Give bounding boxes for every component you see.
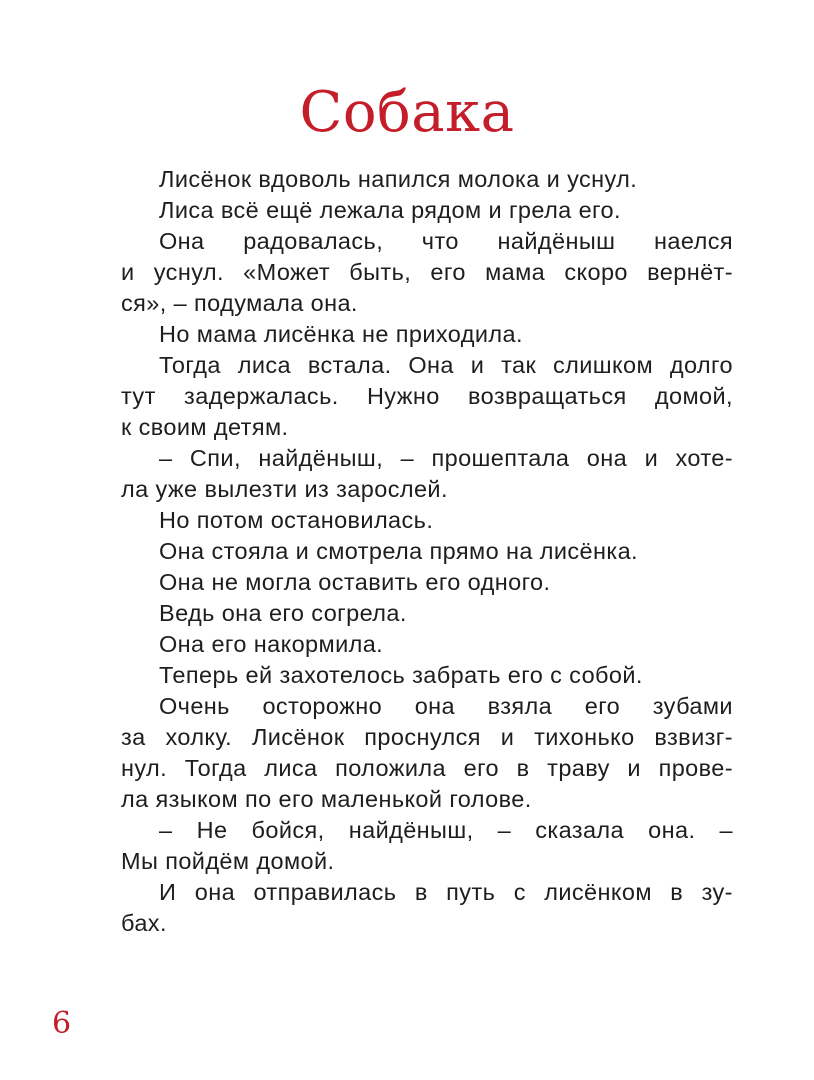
word: встала. <box>307 352 392 378</box>
text-line <box>121 877 733 908</box>
text-line: ся», – подумала она. <box>121 290 358 316</box>
text-line: Она его накормила. <box>159 631 384 657</box>
text-line: Она не могла оставить его одного. <box>159 569 551 595</box>
word: уснул. <box>153 259 224 285</box>
word: его <box>463 755 500 781</box>
word: Очень <box>159 693 230 719</box>
word: за <box>121 724 146 750</box>
word: Она <box>159 228 205 254</box>
word: Спи, <box>189 445 241 471</box>
word: и <box>470 352 485 378</box>
text-line: ла уже вылезти из зарослей. <box>121 476 448 502</box>
text-line: Но потом остановилась. <box>159 507 434 533</box>
word: прове- <box>658 755 733 781</box>
text-line: Лиса всё ещё лежала рядом и грела его. <box>159 197 621 223</box>
word: лиса <box>237 352 291 378</box>
word: – <box>719 817 733 843</box>
page-title: Собака <box>299 80 515 145</box>
page-number: 6 <box>52 1006 72 1041</box>
text-line: Лисёнок вдоволь напился молока и уснул. <box>159 166 638 192</box>
word: задержалась. <box>184 383 339 409</box>
word: мама <box>485 259 546 285</box>
text-line <box>121 722 733 753</box>
text-line <box>121 753 733 784</box>
word: найдёныш <box>497 228 616 254</box>
text-line: Мы пойдём домой. <box>121 848 335 874</box>
word: траву <box>547 755 610 781</box>
word: взяла <box>487 693 553 719</box>
word: Она <box>408 352 454 378</box>
word: Тогда <box>159 352 221 378</box>
word: – <box>159 817 173 843</box>
word: прошептала <box>431 445 570 471</box>
word: в <box>516 755 530 781</box>
word: тут <box>121 383 156 409</box>
word: зу- <box>701 879 733 905</box>
word: в <box>414 879 428 905</box>
word: бойся, <box>251 817 325 843</box>
text-line: Ведь она его согрела. <box>159 600 407 626</box>
word: холку. <box>165 724 233 750</box>
word: его <box>430 259 466 285</box>
word: отправилась <box>253 879 397 905</box>
word: найдёныш, <box>348 817 474 843</box>
word: найдёныш, <box>258 445 384 471</box>
word: возвращаться <box>468 383 627 409</box>
word: Лисёнок <box>251 724 345 750</box>
word: – <box>497 817 512 843</box>
text-line: к своим детям. <box>121 414 289 440</box>
word: она <box>414 693 456 719</box>
word: она. <box>648 817 696 843</box>
text-line: Но мама лисёнка не приходила. <box>159 321 523 347</box>
text-line <box>121 691 733 722</box>
word: осторожно <box>262 693 383 719</box>
word: положила <box>335 755 446 781</box>
word: с <box>513 879 526 905</box>
word: радовалась, <box>243 228 384 254</box>
word: И <box>159 879 177 905</box>
word: Нужно <box>366 383 440 409</box>
word: Не <box>196 817 228 843</box>
word: она <box>194 879 236 905</box>
text-line <box>121 381 733 412</box>
word: наелся <box>654 228 733 254</box>
word: хоте- <box>675 445 733 471</box>
word: тихонько <box>534 724 635 750</box>
word: зубами <box>652 693 733 719</box>
text-line: Она стояла и смотрела прямо на лисёнка. <box>159 538 638 564</box>
word: и <box>500 724 515 750</box>
word: слишком <box>553 352 654 378</box>
word: путь <box>446 879 496 905</box>
word: нул. <box>121 755 168 781</box>
word: – <box>159 445 173 471</box>
story-text <box>121 164 733 939</box>
word: в <box>670 879 684 905</box>
word: Тогда <box>184 755 247 781</box>
text-line <box>121 815 733 846</box>
word: и <box>627 755 641 781</box>
text-line: бах. <box>121 910 167 936</box>
word: сказала <box>535 817 625 843</box>
word: домой, <box>654 383 733 409</box>
word: – <box>400 445 415 471</box>
text-line: ла языком по его маленькой голове. <box>121 786 532 812</box>
text-line <box>121 443 733 474</box>
word: проснулся <box>364 724 481 750</box>
word: быть, <box>349 259 412 285</box>
word: что <box>421 228 459 254</box>
text-line <box>121 226 733 257</box>
word: вернёт- <box>647 259 733 285</box>
word: так <box>501 352 537 378</box>
word: его <box>584 693 621 719</box>
word: и <box>644 445 659 471</box>
text-line <box>121 350 733 381</box>
word: лиса <box>264 755 318 781</box>
word: и <box>121 259 135 285</box>
text-line <box>121 257 733 288</box>
word: долго <box>669 352 733 378</box>
text-line: Теперь ей захотелось забрать его с собой. <box>159 662 643 688</box>
word: она <box>586 445 628 471</box>
word: скоро <box>564 259 628 285</box>
word: «Может <box>243 259 331 285</box>
word: взвизг- <box>654 724 733 750</box>
word: лисёнком <box>544 879 652 905</box>
